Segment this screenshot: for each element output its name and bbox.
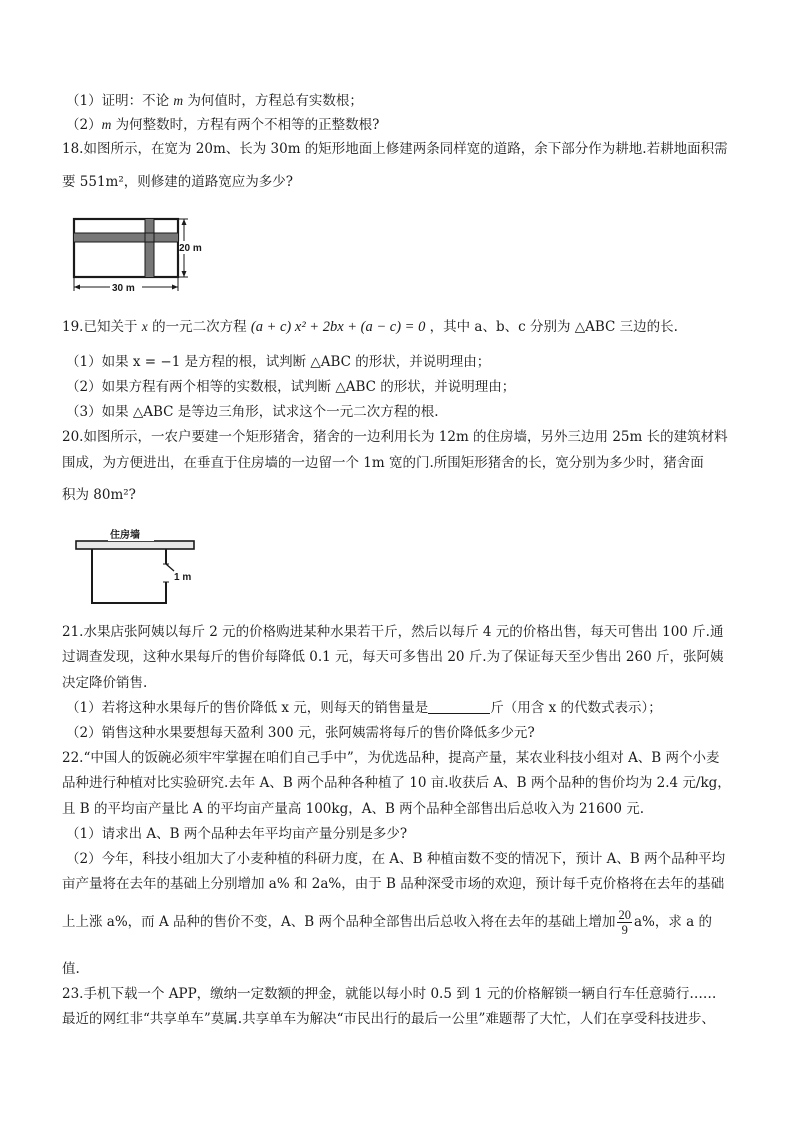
q17-part1: （1）证明：不论 m 为何值时，方程总有实数根； [66, 93, 363, 109]
wall-label: 住房墙 [110, 530, 140, 541]
q20-pigpen-figure [70, 527, 210, 609]
fraction-20-over-9: $\frac{20}{9}$ [618, 908, 631, 937]
width-label: 30 m [112, 283, 135, 294]
q18-stem-line2: 要 551m²，则修建的道路宽应为多少? [62, 174, 294, 190]
horizontal-road [74, 233, 178, 242]
q22-part1: （1）请求出 A、B 两个品种去年平均亩产量分别是多少? [66, 826, 408, 842]
q20-stem-line3: 积为 80m²? [62, 487, 136, 503]
q17-part2: （2）m 为何整数时，方程有两个不相等的正整数根? [66, 117, 380, 133]
q21-part2: （2）销售这种水果要想每天盈利 300 元，张阿姨需将每斤的售价降低多少元? [66, 725, 535, 741]
q21-stem-line2: 过调查发现，这种水果每斤的售价每降低 0.1 元，每天可多售出 20 斤.为了保证每天至少售出 260 斤，张阿姨 [62, 649, 724, 665]
q19-part2: （2）如果方程有两个相等的实数根，试判断 △ABC 的形状，并说明理由； [66, 379, 516, 395]
door-width-label: 1 m [174, 572, 192, 583]
q22-part2-line3: 上上涨 a%，而 A 品种的售价不变，A、B 两个品种全部售出后总收入将在去年的基础上增加 $\frac{20}{9}$ a%，求 a 的 [62, 908, 712, 937]
q22-stem-line2: 品种进行种植对比实验研究.去年 A、B 两个品种各种植了 10 亩.收获后 A、B 两个品种的售价均为 2.4 元/kg， [62, 775, 731, 791]
q22-part2-line2: 亩产量将在去年的基础上分别增加 a% 和 2a%，由于 B 品种深受市场的欢迎，预计每千克价格将在去年的基础 [62, 876, 725, 892]
q22-part2-line1: （2）今年，科技小组加大了小麦种植的科研力度，在 A、B 种植亩数不变的情况下，预计 A、B 两个品种平均 [66, 851, 726, 867]
q19-part1: （1）如果 x = −1 是方程的根，试判断 △ABC 的形状，并说明理由； [66, 354, 491, 370]
q19-part3: （3）如果 △ABC 是等边三角形，试求这个一元二次方程的根. [66, 404, 439, 420]
q18-stem-line1: 18.如图所示，在宽为 20m、长为 30m 的矩形地面上修建两条同样宽的道路，余下部分作为耕地.若耕地面积需 [62, 141, 728, 157]
q20-stem-line2: 围成，为方便进出，在垂直于住房墙的一边留一个 1m 宽的门.所围矩形猪舍的长，宽分别为多少时，猪舍面 [62, 455, 704, 471]
q23-stem-line2: 最近的网红非“共享单车”莫属.共享单车为解决“市民出行的最后一公里”难题帮了大忙，人们在享受科技进步、 [62, 1011, 715, 1027]
pen-walls [92, 549, 166, 603]
q22-stem-line1: 22.“中国人的饭碗必须牢牢掌握在咱们自己手中”，为优选品种，提高产量，某农业科技小组对 A、B 两个小麦 [62, 750, 720, 766]
q20-stem-line1: 20.如图所示，一农户要建一个矩形猪舍，猪舍的一边利用长为 12m 的住房墙，另外三边用 25m 长的建筑材料 [62, 429, 728, 445]
q22-part2-line4: 值. [62, 961, 80, 977]
house-wall [76, 541, 194, 549]
height-label: 20 m [179, 243, 202, 254]
q19-stem: 19.已知关于 x 的一元二次方程 (a + c) x² + 2bx + (a − c) = 0 ，其中 a、b、c 分别为 △ABC 三边的长. [62, 319, 678, 335]
door [166, 564, 174, 571]
q21-part1: （1）若将这种水果每斤的售价降低 x 元，则每天的销售量是 斤（用含 x 的代数式表示）； [66, 700, 662, 716]
vertical-road [145, 219, 154, 277]
q19-equation: (a + c) x² + 2bx + (a − c) = 0 [250, 319, 426, 335]
q21-stem-line3: 决定降价销售. [62, 675, 148, 691]
q23-stem-line1: 23.手机下载一个 APP，缴纳一定数额的押金，就能以每小时 0.5 到 1 元的价格解锁一辆自行车任意骑行…… [62, 986, 717, 1002]
q21-stem-line1: 21.水果店张阿姨以每斤 2 元的价格购进某种水果若干斤，然后以每斤 4 元的价格出售，每天可售出 100 斤.通 [62, 624, 724, 640]
q18-road-figure [66, 213, 216, 299]
q22-stem-line3: 且 B 的平均亩产量比 A 的平均亩产量高 100kg，A、B 两个品种全部售出后总收入为 21600 元. [62, 801, 644, 817]
answer-blank [428, 700, 490, 714]
field-rectangle [74, 219, 178, 277]
